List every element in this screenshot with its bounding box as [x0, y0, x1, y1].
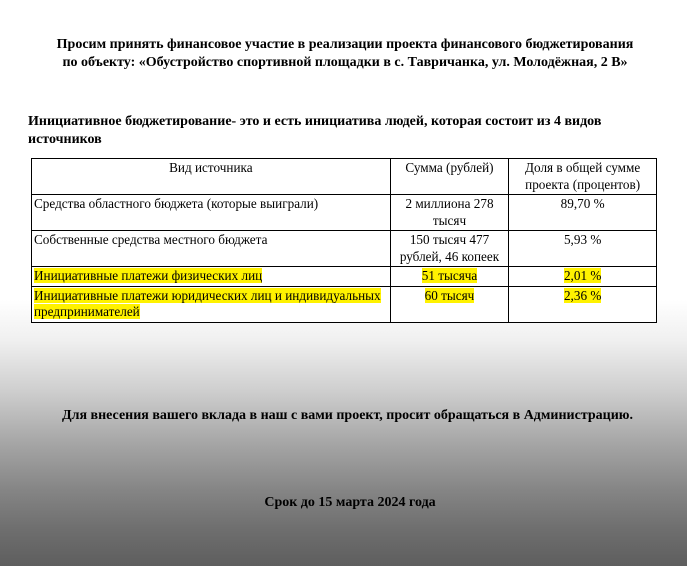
- table-row-highlighted: [32, 267, 657, 287]
- cell-amount: [390, 195, 509, 231]
- source-text: Собственные средства местного бюджета: [34, 232, 268, 247]
- share-text-highlighted: 2,01 %: [563, 268, 602, 283]
- source-text-highlighted: Инициативные платежи юридических лиц и индивидуальных предпринимателей: [34, 287, 381, 319]
- header-amount: Сумма (рублей): [390, 159, 509, 195]
- cell-source: [32, 195, 391, 231]
- deadline-text: Срок до 15 марта 2024 года: [264, 495, 436, 510]
- cell-source: [32, 231, 391, 267]
- share-text-highlighted: 2,36 %: [563, 287, 602, 303]
- table-row-highlighted: [32, 286, 657, 322]
- table-row: [32, 195, 657, 231]
- cell-amount: [390, 286, 509, 322]
- heading-line-2: по объекту: «Обустройство спортивной площадки в с. Тавричанка, ул. Молодёжная, 2 В»: [62, 55, 628, 70]
- header-share: Доля в общей сумме проекта (процентов): [509, 159, 657, 195]
- table-header-row: [32, 159, 657, 195]
- amount-text-highlighted: 51 тысяча: [421, 268, 478, 283]
- cell-source: [32, 267, 391, 287]
- source-text: Средства областного бюджета (которые выиграли): [34, 196, 319, 211]
- cell-amount: [390, 267, 509, 287]
- cell-share: [509, 286, 657, 322]
- amount-text-highlighted: 60 тысяч: [424, 287, 475, 303]
- intro-line-2: источников: [28, 132, 102, 147]
- cell-share: [509, 195, 657, 231]
- cell-amount: [390, 231, 509, 267]
- header-source: Вид источника: [32, 159, 391, 195]
- cell-source: [32, 286, 391, 322]
- funding-sources-table: [31, 158, 657, 323]
- document-heading: [20, 36, 670, 72]
- amount-text: 2 миллиона 278 тысяч: [405, 196, 494, 228]
- share-text: 89,70 %: [560, 196, 605, 211]
- share-text: 5,93 %: [563, 232, 602, 247]
- table-row: [32, 231, 657, 267]
- intro-paragraph: [28, 113, 678, 149]
- source-text-highlighted: Инициативные платежи физических лиц: [34, 268, 263, 283]
- cell-share: [509, 231, 657, 267]
- heading-line-1: Просим принять финансовое участие в реализации проекта финансового бюджетирования: [56, 37, 634, 52]
- appeal-text: Для внесения вашего вклада в наш с вами проект, просит обращаться в Администрацию.: [61, 408, 633, 423]
- intro-line-1: Инициативное бюджетирование- это и есть инициатива людей, которая состоит из 4 видов: [28, 114, 602, 129]
- cell-share: [509, 267, 657, 287]
- amount-text: 150 тысяч 477 рублей, 46 копеек: [399, 232, 500, 264]
